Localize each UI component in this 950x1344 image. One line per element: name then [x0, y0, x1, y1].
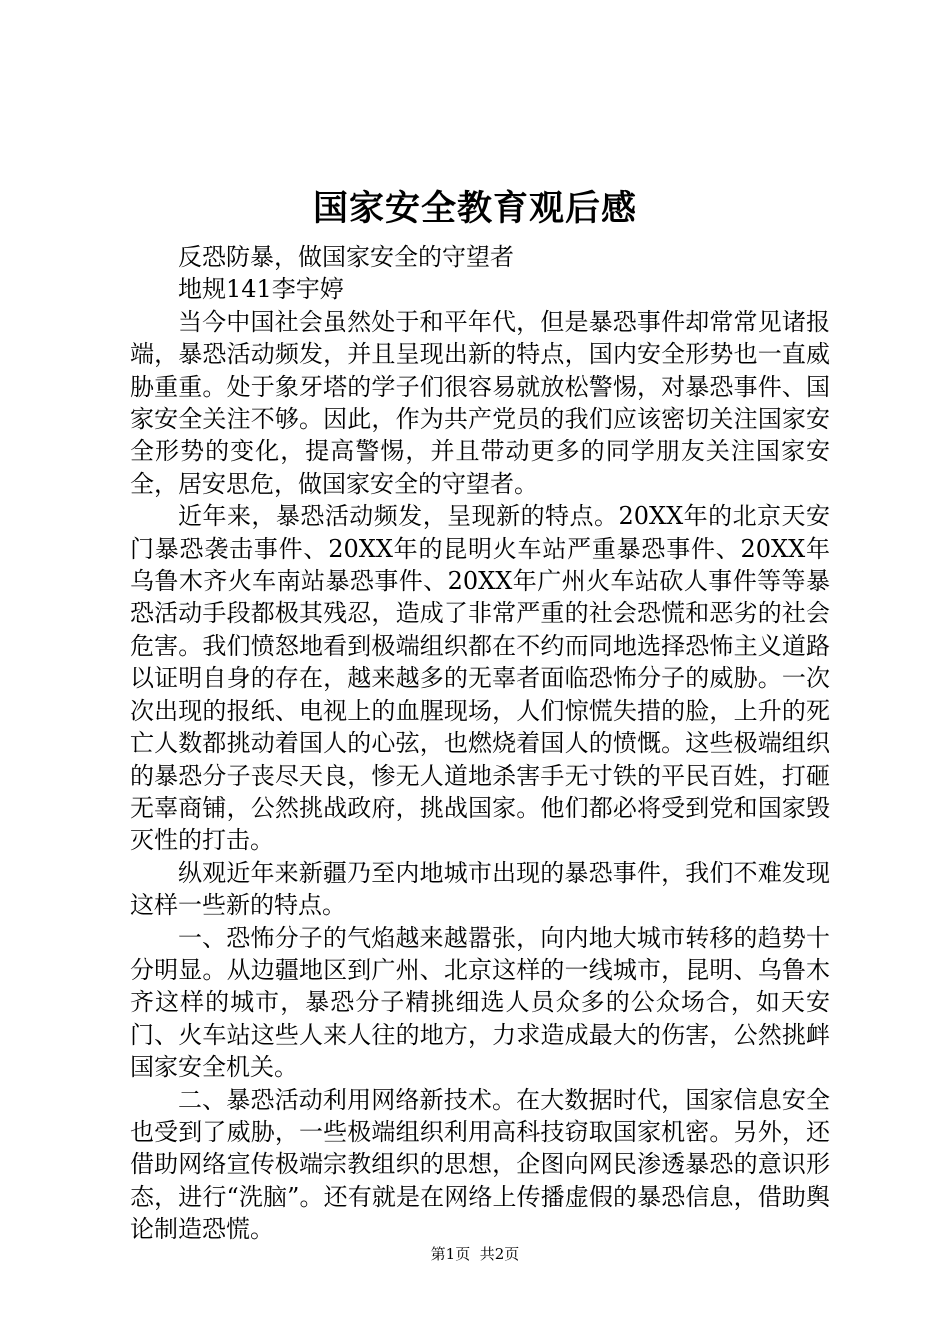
- page-number-current: 第1页: [430, 1245, 471, 1263]
- author-line: 地规141李宇婷: [178, 275, 344, 304]
- paragraph-2: 近年来，暴恐活动频发，呈现新的特点。20XX年的北京天安门暴恐袭击事件、20XX年的昆明火车站严重暴恐事件、20XX年乌鲁木齐火车南站暴恐事件、20XX年广州火车站砍人事件等等暴恐活动手段都极其残忍，造成了非常严重的社会恐慌和恶劣的社会危害。我们愤怒地看到极端组织都在不约而同地选择恐怖主义道路以证明自身的存在，越来越多的无辜者面临恐怖分子的威胁。一次次出现的报纸、电视上的血腥现场，人们惊慌失措的脸，上升的死亡人数都挑动着国人的心弦，也燃烧着国人的愤慨。这些极端组织的暴恐分子丧尽天良，惨无人道地杀害手无寸铁的平民百姓，打砸无辜商铺，公然挑战政府，挑战国家。他们都必将受到党和国家毁灭性的打击。: [130, 502, 830, 855]
- page-footer: [0, 1244, 950, 1264]
- page-number-total: 共2页: [479, 1245, 520, 1263]
- document-body: [130, 241, 830, 1246]
- paragraph-1: 当今中国社会虽然处于和平年代，但是暴恐事件却常常见诸报端，暴恐活动频发，并且呈现出新的特点，国内安全形势也一直威胁重重。处于象牙塔的学子们很容易就放松警惕，对暴恐事件、国家安全关注不够。因此，作为共产党员的我们应该密切关注国家安全形势的变化，提高警惕，并且带动更多的同学朋友关注国家安全，居安思危，做国家安全的守望者。: [130, 307, 830, 498]
- paragraph-5: 二、暴恐活动利用网络新技术。在大数据时代，国家信息安全也受到了威胁，一些极端组织利用高科技窃取国家机密。另外，还借助网络宣传极端宗教组织的思想，企图向网民渗透暴恐的意识形态，进行“洗脑”。还有就是在网络上传播虚假的暴恐信息，借助舆论制造恐慌。: [130, 1085, 830, 1244]
- paragraph-4: 一、恐怖分子的气焰越来越嚣张，向内地大城市转移的趋势十分明显。从边疆地区到广州、北京这样的一线城市，昆明、乌鲁木齐这样的城市，暴恐分子精挑细选人员众多的公众场合，如天安门、火车站这些人来人往的地方，力求造成最大的伤害，公然挑衅国家安全机关。: [130, 923, 830, 1082]
- document-title: 国家安全教育观后感: [312, 188, 637, 229]
- paragraph-3: 纵观近年来新疆乃至内地城市出现的暴恐事件，我们不难发现这样一些新的特点。: [130, 858, 830, 920]
- subtitle-line: 反恐防暴，做国家安全的守望者: [178, 243, 514, 271]
